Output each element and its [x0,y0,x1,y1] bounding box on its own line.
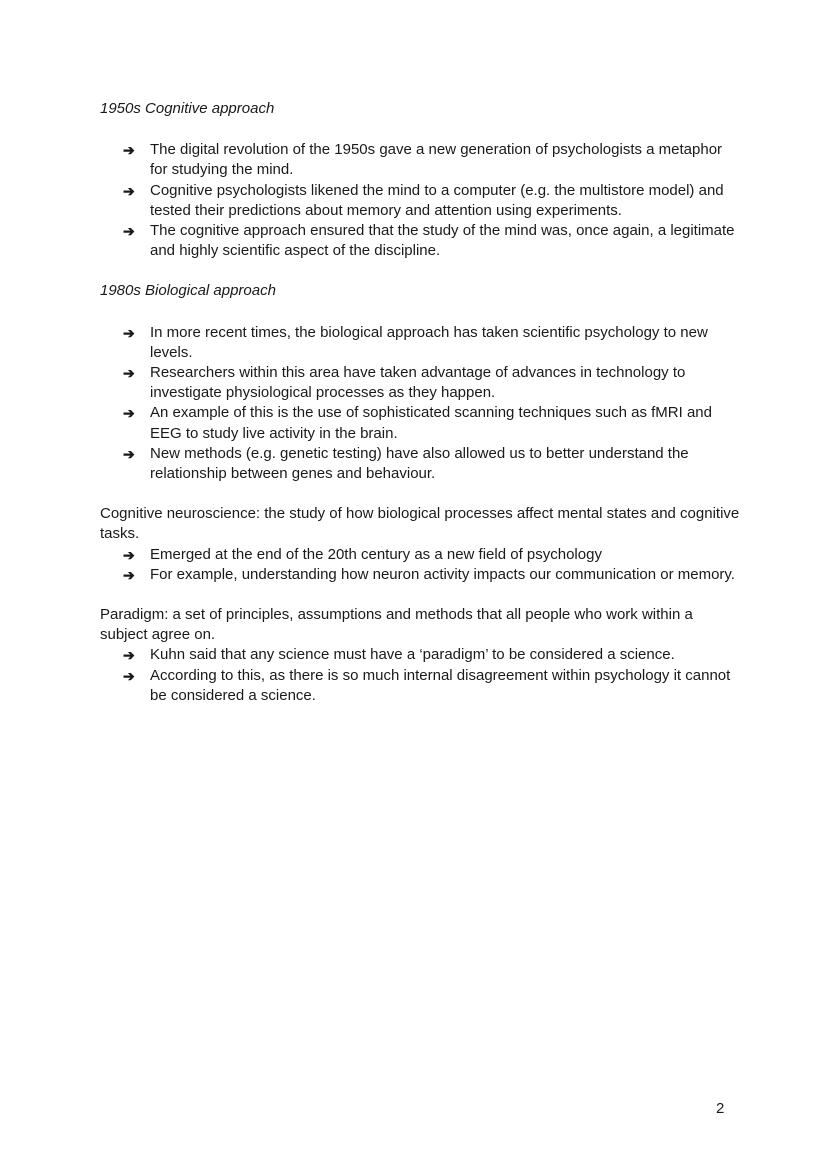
list-item: ➔ According to this, as there is so much internal disagreement within psychology it cannot be considered a science. [123,666,731,704]
arrow-icon: ➔ [123,667,135,684]
definition-paradigm: Paradigm: a set of principles, assumptions and methods that all people who work within a subject agree on. [100,606,693,644]
document-page [100,99,740,706]
paradigm-bullet-list [100,645,740,706]
biological-bullet-list [100,323,740,485]
section-heading-biological: 1980s Biological approach [100,282,276,300]
definition-cognitive-neuroscience: Cognitive neuroscience: the study of how biological processes affect mental states and cognitive tasks. [100,505,740,543]
page-number: 2 [716,1100,725,1117]
list-item: ➔ For example, understanding how neuron activity impacts our communication or memory. [100,565,740,585]
arrow-icon: ➔ [123,324,135,341]
section-heading-cognitive: 1950s Cognitive approach [100,100,275,117]
list-item: ➔ The digital revolution of the 1950s gave a new generation of psychologists a metaphor for studying the mind. [123,141,723,179]
list-item: ➔ Cognitive psychologists likened the mind to a computer (e.g. the multistore model) and tested their predictions about memory and attention using experiments. [123,181,724,219]
list-item: ➔ Emerged at the end of the 20th century as a new field of psychology [100,545,740,565]
list-item: ➔ Researchers within this area have taken advantage of advances in technology to investigate physiological processes as they happen. [123,364,686,402]
arrow-icon: ➔ [123,223,135,240]
list-item: ➔ In more recent times, the biological approach has taken scientific psychology to new levels. [123,323,708,361]
cognitive-bullet-list [100,140,740,261]
arrow-icon: ➔ [123,445,135,462]
list-item: ➔ An example of this is the use of sophisticated scanning techniques such as fMRI and EEG to study live activity in the brain. [123,404,712,442]
arrow-icon: ➔ [123,142,135,159]
arrow-icon: ➔ [123,566,135,583]
list-item: ➔ Kuhn said that any science must have a ‘paradigm’ to be considered a science. [100,645,740,665]
arrow-icon: ➔ [123,546,135,563]
arrow-icon: ➔ [123,182,135,199]
arrow-icon: ➔ [123,405,135,422]
neuroscience-bullet-list [100,545,740,585]
arrow-icon: ➔ [123,365,135,382]
list-item: ➔ New methods (e.g. genetic testing) have also allowed us to better understand the relationship between genes and behaviour. [123,444,689,483]
arrow-icon: ➔ [123,647,135,664]
list-item: ➔ The cognitive approach ensured that the study of the mind was, once again, a legitimate and highly scientific aspect of the discipline. [123,222,735,260]
